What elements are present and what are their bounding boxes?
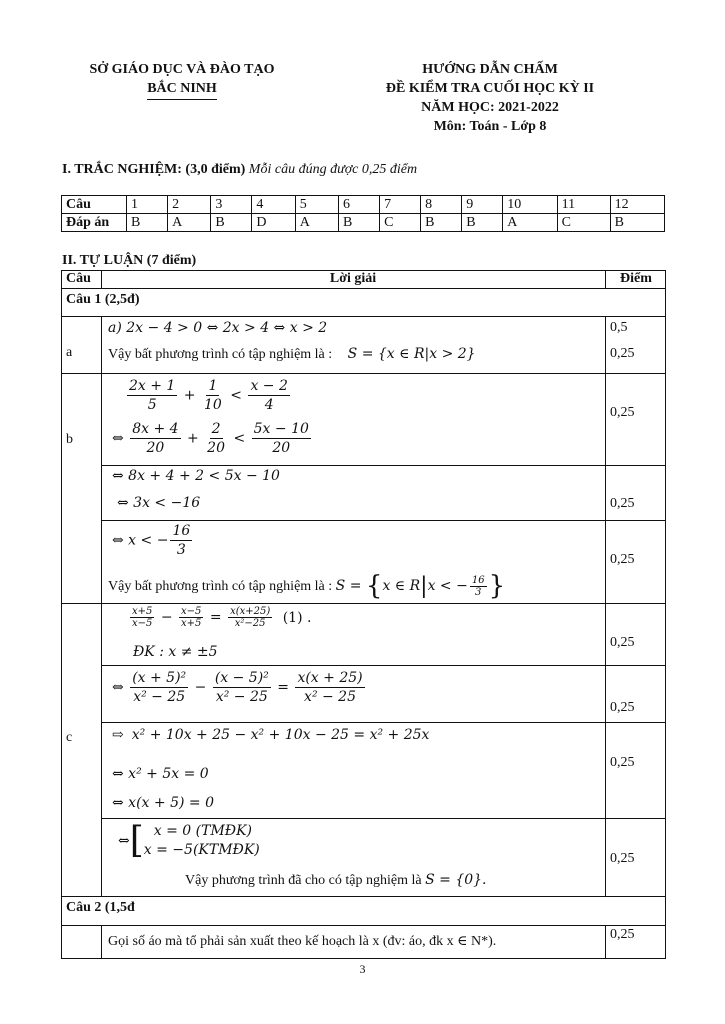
subject: Môn: Toán - Lớp 8 — [433, 119, 547, 134]
divider — [61, 373, 665, 374]
b-points-2: 0,25 — [610, 496, 635, 511]
doc-title: HƯỚNG DẪN CHẤM — [422, 62, 558, 77]
divider — [61, 896, 665, 897]
part-label-c: c — [66, 730, 73, 745]
c-cases: ⇔[ x = 0 (TMĐK) x = −5(KTMĐK) — [118, 820, 260, 861]
divider — [61, 288, 665, 289]
header-right — [340, 60, 640, 136]
c-conclusion: Vậy phương trình đã cho có tập nghiệm là S = {0}. — [185, 872, 487, 888]
b-step-2: ⇔ 8x + 4 + 2 < 5x − 10 — [112, 468, 280, 484]
col-divider — [101, 925, 102, 958]
c-points-4: 0,25 — [610, 851, 635, 866]
col-divider — [605, 316, 606, 896]
page-number: 3 — [359, 962, 366, 976]
q2-setup: Gọi số áo mà tổ phải sản xuất theo kế hoạch là x (đv: áo, đk x ∈ N*). — [108, 934, 497, 949]
col-header-solution: Lời giải — [329, 271, 377, 286]
divider — [101, 665, 665, 666]
b-inequality-original: $\frac{2x + 1}{5}$ + $\frac{1}{10}$ < $\frac{x - 2}{4}$ — [129, 378, 288, 413]
c-step-simplify: ⇔ x² + 5x = 0 — [112, 766, 209, 782]
answer-key-table — [61, 195, 665, 232]
c-points-2: 0,25 — [610, 700, 635, 715]
part-label-b: b — [66, 432, 73, 447]
b-conclusion: Vậy bất phương trình có tập nghiệm là : S = {x ∈ R|x < − $\frac{16}{3}$ } — [108, 571, 506, 601]
a-points-2: 0,25 — [610, 346, 635, 361]
divider — [101, 722, 665, 723]
part2-heading: II. TỰ LUẬN (7 điểm) — [62, 253, 197, 268]
school-year: NĂM HỌC: 2021-2022 — [421, 100, 559, 115]
c-points-1: 0,25 — [610, 635, 635, 650]
b-points-1: 0,25 — [610, 405, 635, 420]
divider — [101, 465, 665, 466]
answer-key-answers-row: Đáp án B A B D A B C B B A C B — [62, 214, 665, 232]
question-2-heading: Câu 2 (1,5đ — [66, 900, 135, 915]
department-name: SỞ GIÁO DỤC VÀ ĐÀO TẠO — [89, 62, 275, 77]
divider — [61, 603, 665, 604]
c-step-expand: ⇨ x² + 10x + 25 − x² + 10x − 25 = x² + 25x — [112, 727, 430, 743]
b-step-3: ⇔ 3x < −16 — [117, 495, 201, 511]
col-divider — [605, 270, 606, 288]
b-inequality-common-denominator: ⇔ $\frac{8x + 4}{20}$ + $\frac{2}{20}$ < $\frac{5x - 10}{20}$ — [112, 421, 309, 456]
b-step-4: ⇔ x < − $\frac{16}{3}$ — [112, 523, 191, 558]
col-header-points: Điểm — [620, 271, 652, 286]
part-label-a: a — [66, 345, 73, 360]
c-points-3: 0,25 — [610, 755, 635, 770]
c-step-factor: ⇔ x(x + 5) = 0 — [112, 795, 214, 811]
province-name: BẮC NINH — [147, 79, 217, 100]
divider — [101, 520, 665, 521]
question-1-heading: Câu 1 (2,5đ) — [66, 292, 140, 307]
col-header-question: Câu — [66, 271, 91, 286]
col-divider — [101, 316, 102, 896]
q2-points-1: 0,25 — [610, 927, 635, 942]
exam-title: ĐỀ KIỂM TRA CUỐI HỌC KỲ II — [385, 81, 595, 96]
part1-heading: I. TRẮC NGHIỆM: (3,0 điểm) Mỗi câu đúng được 0,25 điểm — [62, 162, 418, 177]
header-left — [62, 60, 302, 100]
a-conclusion: Vậy bất phương trình có tập nghiệm là : S = {x ∈ R|x > 2} — [108, 346, 476, 362]
divider — [61, 316, 665, 317]
c-equation-common-denominator: ⇔ $\frac{\text{(x + 5)²}}{\text{x² − 25}}$ − $\frac{\text{(x − 5)²}}{\text{x² − 25}}$ = $\frac{x(x + 25)}{\text{x² − 25}}$ — [112, 670, 363, 705]
c-equation-original: $\frac{x+5}{x-5}$ − $\frac{x-5}{x+5}$ = $\frac{x(x+25)}{\text{x²−25}}$ (1) . — [132, 606, 312, 629]
b-points-3: 0,25 — [610, 552, 635, 567]
answer-key-questions-row: Câu 1 2 3 4 5 6 7 8 9 10 11 12 — [62, 196, 665, 214]
divider — [101, 818, 665, 819]
a-points-1: 0,5 — [610, 320, 628, 335]
c-condition: ĐK : x ≠ ±5 — [133, 644, 218, 660]
col-divider — [605, 925, 606, 958]
a-step-1: a) 2x − 4 > 0 ⇔ 2x > 4 ⇔ x > 2 — [108, 320, 328, 336]
divider — [61, 925, 665, 926]
